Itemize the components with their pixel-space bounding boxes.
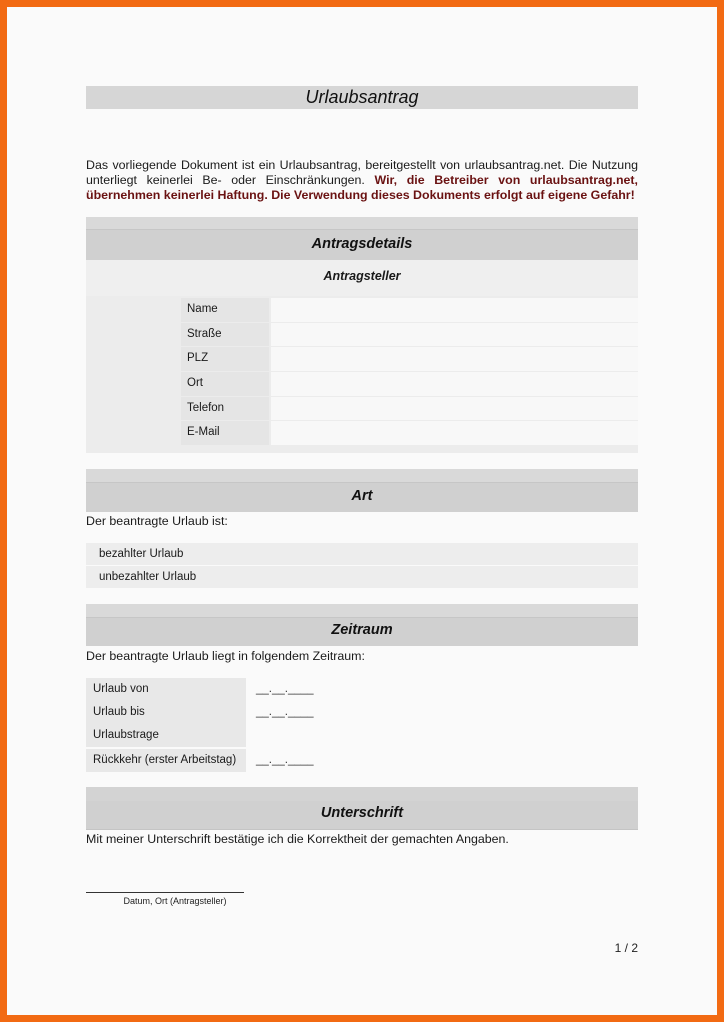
field-label: Straße [181,323,269,347]
field-label: Telefon [181,397,269,421]
urlaub-von-field[interactable]: __.__.____ [256,683,314,695]
zeitraum-label: Urlaub von [86,678,246,701]
section-antragsdetails-header [86,217,638,261]
field-row-telefon [181,397,638,422]
intro-text: Das vorliegende Dokument ist ein Urlaubsantrag, bereitgestellt von urlaubsantrag.net. Die Nutzung unterliegt keinerlei Be- oder Einschränkungen. [86,158,638,187]
signature-line[interactable] [86,892,244,893]
document-page [7,7,717,1015]
section-unterschrift-title: Unterschrift [86,801,638,830]
art-intro: Der beantragte Urlaub ist: [86,514,228,528]
name-field[interactable] [271,298,638,322]
zeitraum-label: Urlaubstrage [86,724,246,747]
antragsteller-panel [86,260,638,453]
field-row-strasse [181,323,638,348]
rueckkehr-field[interactable]: __.__.____ [256,754,314,766]
zeitraum-label: Urlaub bis [86,701,246,724]
document-title: Urlaubsantrag [86,86,638,109]
section-antragsdetails-title: Antragsdetails [311,236,413,252]
section-zeitraum-title: Zeitraum [331,622,393,638]
field-label: E-Mail [181,421,269,445]
zeitraum-row-bis [86,701,638,724]
zeitraum-row-tage [86,724,638,747]
field-row-email [181,421,638,446]
section-unterschrift-header [86,787,638,830]
unterschrift-intro: Mit meiner Unterschrift bestätige ich die Korrektheit der gemachten Angaben. [86,832,509,846]
field-label: Ort [181,372,269,396]
antragsteller-fields [181,298,638,446]
liability-warning: Wir, die Betreiber von urlaubsantrag.net, übernehmen keinerlei Haftung. Die Verwendung dieses Dokuments erfolgt auf eigene Gefahr! [86,173,638,202]
zeitraum-label: Rückkehr (erster Arbeitstag) [86,749,246,772]
section-art-title: Art [351,488,373,504]
option-unbezahlter-urlaub[interactable]: unbezahlter Urlaub [86,566,638,588]
field-row-ort [181,372,638,397]
urlaub-bis-field[interactable]: __.__.____ [256,706,314,718]
ort-field[interactable] [271,372,638,396]
telefon-field[interactable] [271,397,638,421]
signature-caption: Datum, Ort (Antragsteller) [123,896,227,906]
section-art-header [86,469,638,512]
page-number: 1 / 2 [614,941,638,955]
strasse-field[interactable] [271,323,638,347]
email-field[interactable] [271,421,638,445]
field-row-name [181,298,638,323]
urlaubstage-field[interactable] [249,724,638,747]
plz-field[interactable] [271,347,638,371]
antragsteller-title: Antragsteller [86,260,638,296]
field-label: Name [181,298,269,322]
intro-paragraph [86,158,638,203]
zeitraum-row-rueckkehr [86,749,638,772]
zeitraum-row-von [86,678,638,701]
section-zeitraum-header [86,604,638,646]
field-row-plz [181,347,638,372]
zeitraum-intro: Der beantragte Urlaub liegt in folgendem Zeitraum: [86,649,365,663]
option-bezahlter-urlaub[interactable]: bezahlter Urlaub [86,543,638,565]
field-label: PLZ [181,347,269,371]
